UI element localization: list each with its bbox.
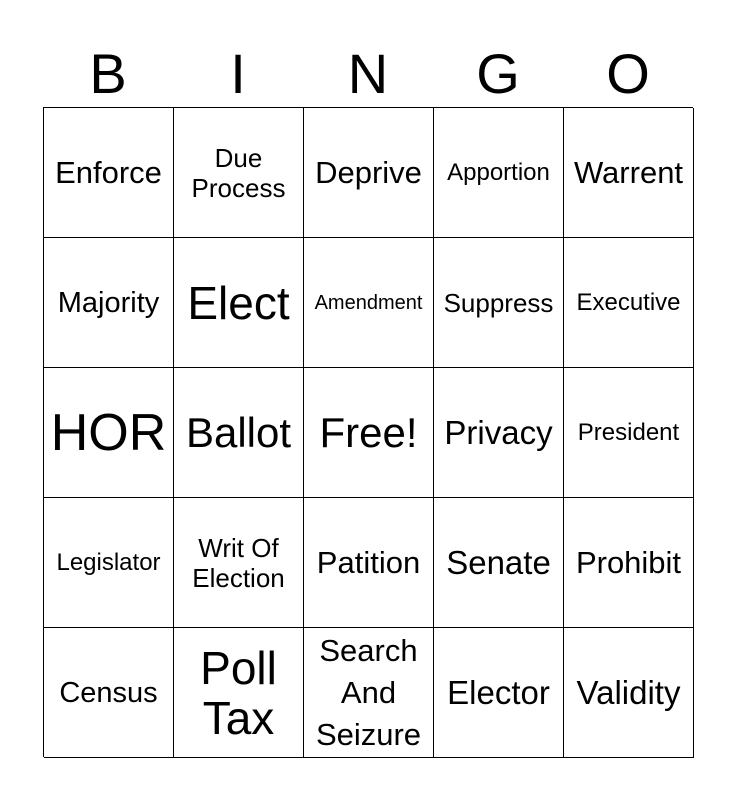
bingo-cell-r1-c4[interactable]: Apportion — [434, 108, 564, 238]
bingo-card-grid — [43, 107, 693, 757]
bingo-cell-r1-c5[interactable]: Warrent — [564, 108, 694, 238]
bingo-cell-r4-c2[interactable]: Writ Of Election — [174, 498, 304, 628]
header-letter-n: N — [347, 42, 389, 105]
bingo-cell-r2-c3[interactable]: Amendment — [304, 238, 434, 368]
header-letter-g: G — [476, 42, 520, 105]
bingo-cell-r4-c3[interactable]: Patition — [304, 498, 434, 628]
bingo-cell-r4-c5[interactable]: Prohibit — [564, 498, 694, 628]
bingo-cell-r3-c2[interactable]: Ballot — [174, 368, 304, 498]
bingo-cell-r2-c2[interactable]: Elect — [174, 238, 304, 368]
bingo-cell-r2-c5[interactable]: Executive — [564, 238, 694, 368]
bingo-cell-r1-c1[interactable]: Enforce — [44, 108, 174, 238]
bingo-cell-r5-c3[interactable]: Search And Seizure — [304, 628, 434, 758]
header-letter-b: B — [89, 42, 127, 105]
bingo-cell-r4-c1[interactable]: Legislator — [44, 498, 174, 628]
bingo-header — [43, 42, 693, 106]
bingo-cell-r5-c2[interactable]: Poll Tax — [174, 628, 304, 758]
bingo-cell-r3-c3-free-space[interactable]: Free! — [304, 368, 434, 498]
bingo-cell-r1-c3[interactable]: Deprive — [304, 108, 434, 238]
header-letter-o: O — [606, 42, 650, 105]
bingo-cell-r2-c4[interactable]: Suppress — [434, 238, 564, 368]
bingo-cell-r5-c1[interactable]: Census — [44, 628, 174, 758]
bingo-cell-r5-c5[interactable]: Validity — [564, 628, 694, 758]
bingo-cell-r3-c5[interactable]: President — [564, 368, 694, 498]
bingo-cell-r5-c4[interactable]: Elector — [434, 628, 564, 758]
bingo-cell-r4-c4[interactable]: Senate — [434, 498, 564, 628]
bingo-cell-r3-c1[interactable]: HOR — [44, 368, 174, 498]
bingo-cell-r1-c2[interactable]: Due Process — [174, 108, 304, 238]
bingo-cell-r3-c4[interactable]: Privacy — [434, 368, 564, 498]
header-letter-i: I — [230, 42, 246, 105]
bingo-cell-r2-c1[interactable]: Majority — [44, 238, 174, 368]
